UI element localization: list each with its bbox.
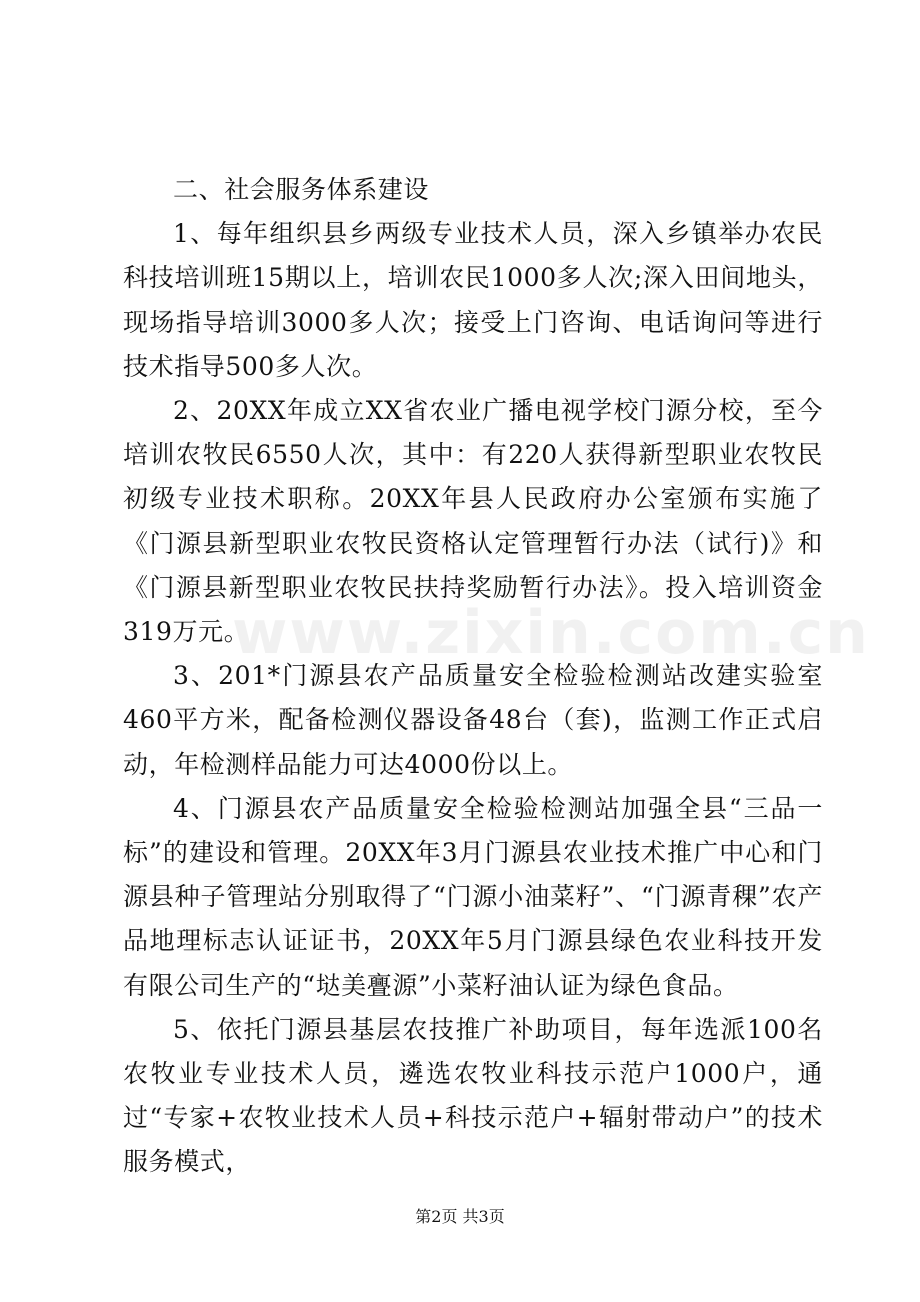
watermark: www.zixin.com.cn	[232, 598, 870, 668]
page-footer: 第2页 共3页	[415, 1207, 505, 1226]
document-body	[123, 168, 823, 1185]
section-heading: 二、社会服务体系建设	[173, 175, 430, 204]
paragraph-3: 3、201*门源县农产品质量安全检验检测站改建实验室460平方米，配备检测仪器设备48台（套)，监测工作正式启动，年检测样品能力可达4000份以上。	[123, 661, 823, 779]
paragraph-2: 2、20XX年成立XX省农业广播电视学校门源分校，至今培训农牧民6550人次，其中：有220人获得新型职业农牧民初级专业技术职称。20XX年县人民政府办公室颁布实施了《门源县新型职业农牧民资格认定管理暂行办法（试行)》和《门源县新型职业农牧民扶持奖励暂行办法》。投入培训资金319万元。	[123, 396, 823, 647]
paragraph-1: 1、每年组织县乡两级专业技术人员，深入乡镇举办农民科技培训班15期以上，培训农民1000多人次;深入田间地头，现场指导培训3000多人次；接受上门咨询、电话询问等进行技术指导500多人次。	[123, 219, 823, 381]
paragraph-5: 5、依托门源县基层农技推广补助项目，每年选派100名农牧业专业技术人员，遴选农牧业科技示范户1000户，通过“专家+农牧业技术人员+科技示范户+辐射带动户”的技术服务模式，	[123, 1014, 823, 1177]
paragraph-4: 4、门源县农产品质量安全检验检测站加强全县“三品一标”的建设和管理。20XX年3月门源县农业技术推广中心和门源县种子管理站分别取得了“门源小油菜籽”、“门源青稞”农产品地理标志认证证书，20XX年5月门源县绿色农业科技开发有限公司生产的“垯美亹源”小菜籽油认证为绿色食品。	[123, 793, 823, 1000]
